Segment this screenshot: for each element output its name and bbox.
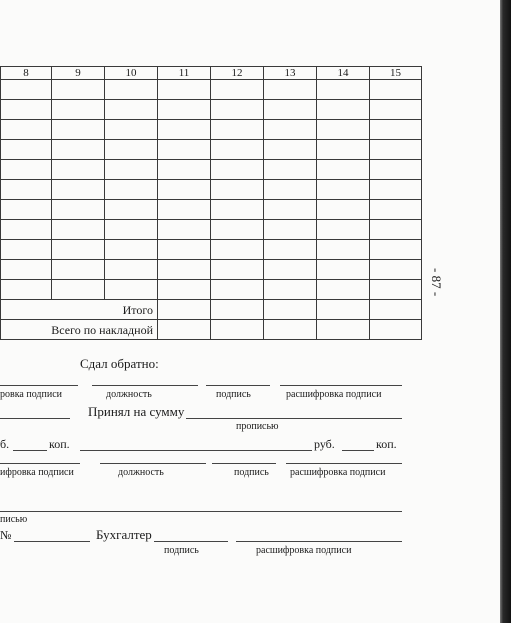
table-cell: [158, 260, 211, 280]
column-header: 8: [1, 67, 52, 80]
accountant-signature-line: [154, 541, 228, 542]
page-number: - 87 -: [429, 268, 444, 297]
table-cell: [264, 200, 317, 220]
table-cell: [370, 180, 422, 200]
table-cell: [317, 140, 370, 160]
signature-caption: подпись: [164, 545, 199, 556]
table-row: [1, 280, 422, 300]
accountant-decode-line: [236, 541, 402, 542]
total-label: Итого: [1, 300, 158, 320]
table-cell: [370, 240, 422, 260]
accountant-label: Бухгалтер: [96, 527, 152, 542]
in-words-caption: прописью: [236, 421, 279, 432]
kop-line: [342, 450, 374, 451]
page-edge-shadow: [500, 0, 511, 623]
table-cell: [1, 220, 52, 240]
table-row: [1, 240, 422, 260]
table-cell: [370, 280, 422, 300]
table-cell: [52, 160, 105, 180]
in-words-line: [0, 511, 402, 512]
table-row: [1, 100, 422, 120]
table-cell: [158, 80, 211, 100]
sig-line: [0, 385, 78, 386]
table-cell: [158, 120, 211, 140]
table-cell: [317, 220, 370, 240]
column-header: 12: [211, 67, 264, 80]
invoice-total-label: Всего по накладной: [1, 320, 158, 340]
table-cell: [264, 160, 317, 180]
table-cell: [317, 80, 370, 100]
table-cell: [1, 260, 52, 280]
column-header: 11: [158, 67, 211, 80]
table-cell: [1, 120, 52, 140]
table-row: [1, 80, 422, 100]
column-header: 14: [317, 67, 370, 80]
sig-decode-caption: расшифровка подписи: [286, 389, 382, 400]
table-row: [1, 260, 422, 280]
table-cell: [264, 220, 317, 240]
table-cell: [317, 100, 370, 120]
table-cell: [105, 100, 158, 120]
table-cell: [158, 220, 211, 240]
rub-label: б.: [0, 437, 10, 451]
table-cell: [52, 100, 105, 120]
table-cell: [264, 100, 317, 120]
table-cell: [264, 140, 317, 160]
table-cell: [264, 240, 317, 260]
table-cell: [370, 140, 422, 160]
table-cell: [52, 180, 105, 200]
table-cell: [52, 260, 105, 280]
sum-line: [186, 418, 402, 419]
table-cell: [105, 280, 158, 300]
table-cell: [158, 280, 211, 300]
table-cell: [1, 280, 52, 300]
table-cell: [1, 100, 52, 120]
sig-decode-line: [280, 385, 402, 386]
table-cell: [52, 80, 105, 100]
table-cell: [158, 160, 211, 180]
table-cell: [1, 200, 52, 220]
signature-caption: подпись: [216, 389, 251, 400]
table-cell: [1, 140, 52, 160]
accepted-label: Принял на сумму: [88, 404, 185, 419]
goods-table: [0, 66, 422, 340]
table-cell: [317, 280, 370, 300]
table-cell: [52, 220, 105, 240]
sig-decode-caption: расшифровка подписи: [290, 467, 386, 478]
rub-label: руб.: [314, 437, 335, 451]
table-header-row: [1, 67, 422, 80]
sig-line: [0, 463, 80, 464]
blank-line: [0, 418, 70, 419]
table-cell: [211, 80, 264, 100]
table-cell: [211, 260, 264, 280]
table-cell: [1, 180, 52, 200]
table-cell: [105, 260, 158, 280]
kop-label: коп.: [376, 437, 397, 451]
table-cell: [370, 160, 422, 180]
table-cell: [211, 140, 264, 160]
table-cell: [370, 120, 422, 140]
returned-label: Сдал обратно:: [80, 356, 159, 371]
sig-decode-caption: расшифровка подписи: [256, 545, 352, 556]
table-cell: [211, 100, 264, 120]
position-caption: должность: [106, 389, 152, 400]
column-header: 15: [370, 67, 422, 80]
table-row: [1, 200, 422, 220]
number-sign: №: [0, 528, 12, 542]
table-row: [1, 140, 422, 160]
table-cell: [1, 80, 52, 100]
table-cell: [1, 160, 52, 180]
table-body: [1, 80, 422, 300]
table-cell: [317, 180, 370, 200]
table-cell: [264, 260, 317, 280]
table-cell: [105, 160, 158, 180]
position-caption: должность: [118, 467, 164, 478]
position-line: [92, 385, 198, 386]
table-cell: [264, 80, 317, 100]
table-cell: [158, 200, 211, 220]
table-cell: [158, 140, 211, 160]
table-cell: [1, 240, 52, 260]
table-cell: [105, 120, 158, 140]
invoice-total-row: [1, 320, 422, 340]
kop-label: коп.: [49, 437, 70, 451]
amount-line: [80, 450, 312, 451]
table-cell: [52, 280, 105, 300]
table-cell: [105, 220, 158, 240]
column-header: 10: [105, 67, 158, 80]
table-cell: [370, 200, 422, 220]
table-cell: [264, 180, 317, 200]
signature-caption: подпись: [234, 467, 269, 478]
table-cell: [52, 140, 105, 160]
sig-decode-line: [286, 463, 402, 464]
table-cell: [158, 240, 211, 260]
table-cell: [105, 140, 158, 160]
total-row: [1, 300, 422, 320]
table-cell: [211, 240, 264, 260]
rub-line: [13, 450, 47, 451]
in-words-caption: писью: [0, 514, 28, 525]
table-cell: [52, 120, 105, 140]
table-row: [1, 120, 422, 140]
table-cell: [264, 280, 317, 300]
table-cell: [211, 200, 264, 220]
table-row: [1, 180, 422, 200]
table-cell: [317, 200, 370, 220]
table-cell: [370, 260, 422, 280]
table-cell: [317, 260, 370, 280]
table-cell: [370, 80, 422, 100]
sig-decode-caption: ровка подписи: [0, 389, 63, 400]
table-cell: [211, 220, 264, 240]
table-cell: [211, 120, 264, 140]
table-cell: [158, 180, 211, 200]
signature-line: [206, 385, 270, 386]
table-cell: [211, 160, 264, 180]
table-cell: [105, 200, 158, 220]
sig-decode-caption: ифровка подписи: [0, 467, 74, 478]
column-header: 9: [52, 67, 105, 80]
table-cell: [211, 180, 264, 200]
table-row: [1, 220, 422, 240]
table-cell: [52, 240, 105, 260]
table-cell: [370, 100, 422, 120]
table-cell: [105, 80, 158, 100]
table-cell: [370, 220, 422, 240]
table-row: [1, 160, 422, 180]
position-line: [100, 463, 206, 464]
column-header: 13: [264, 67, 317, 80]
number-line: [14, 541, 90, 542]
table-cell: [317, 240, 370, 260]
table-cell: [317, 120, 370, 140]
table-cell: [264, 120, 317, 140]
signature-line: [212, 463, 276, 464]
table-cell: [105, 240, 158, 260]
table-cell: [317, 160, 370, 180]
table-cell: [158, 100, 211, 120]
table-cell: [211, 280, 264, 300]
table-cell: [52, 200, 105, 220]
table-cell: [105, 180, 158, 200]
